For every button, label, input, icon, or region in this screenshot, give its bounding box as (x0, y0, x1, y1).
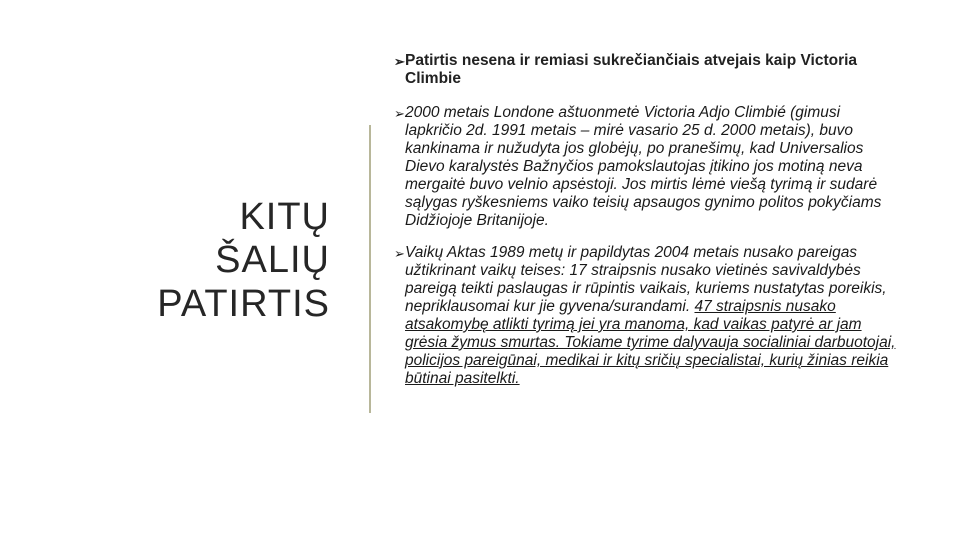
bullet-item-2 (396, 104, 896, 230)
title-line-1: KITŲ (239, 196, 330, 238)
bullet-item-1 (396, 52, 896, 88)
bullet-text: Vaikų Aktas 1989 metų ir papildytas 2004 metais nusako pareigas užtikrinant vaikų teises: 17 straipsnis nusako vietinės savivaldybės pareigą teikti paslaugas ir rūpintis vaikais, kuriems nustatytas poreikis, nepriklausomai kur jie gyvena/surandami. (405, 244, 887, 315)
title-line-3: PATIRTIS (157, 282, 330, 325)
arrow-bullet-icon: ➢ (394, 246, 405, 261)
arrow-bullet-icon: ➢ (394, 106, 405, 121)
title-line-2: ŠALIŲ (215, 239, 330, 282)
bullet-text: 2000 metais Londone aštuonmetė Victoria Adjo Climbié (gimusi lapkričio 2d. 1991 metais – mirė vasario 25 d. 2000 metais), buvo kankinama ir nužudyta jos globėjų, po pranešimų, kad Universalios Dievo karalystės Bažnyčios pamokslautojas įtikino jos motiną neva mergaitė buvo velnio apsėstoji. Jos mirtis lėmė viešą tyrimą ir sudarė sąlygas ryškesniems vaiko teisių apsaugos gynimo politos pokyčiams Didžiojoje Britanijoje. (405, 104, 882, 229)
bullet-list (396, 52, 896, 404)
bullet-text: Patirtis nesena ir remiasi sukrečiančiais atvejais kaip Victoria Climbie (405, 52, 858, 87)
underlined-text: 47 straipsnis nusako atsakomybę atlikti tyrimą jei yra manoma, kad vaikas patyrė ar jam grėsia žymus smurtas. Tokiame tyrime dalyvauja socialiniai darbuotojai, policijos pareigūnai, medikai ir kitų sričių specialistai, kurių žinias reikia būtinai pasitelkti. (405, 298, 896, 387)
vertical-divider (369, 125, 371, 413)
bullet-item-3 (396, 244, 896, 388)
arrow-bullet-icon: ➢ (394, 54, 405, 69)
slide-title (60, 196, 330, 326)
